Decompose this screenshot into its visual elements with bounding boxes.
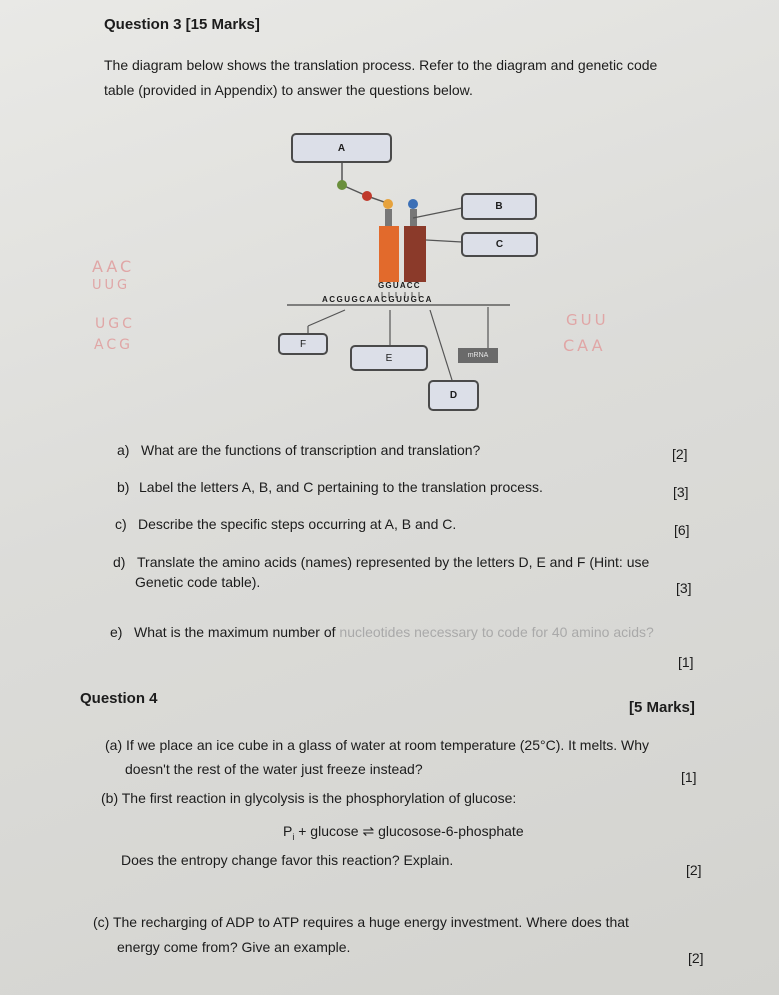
q3d-text-line2: Genetic code table). bbox=[135, 574, 261, 590]
q4b-line2: Does the entropy change favor this reaction? Explain. bbox=[121, 852, 454, 868]
translation-diagram bbox=[0, 0, 779, 430]
q3c-text: Describe the specific steps occurring at A, B and C. bbox=[138, 516, 457, 532]
question-4-marks: [5 Marks] bbox=[629, 699, 695, 716]
handwriting-left-2: UUG bbox=[92, 278, 131, 293]
handwriting-right-1: GUU bbox=[566, 311, 609, 329]
label-box-e: E bbox=[350, 345, 428, 371]
amino-acid-dot-blue bbox=[408, 199, 418, 209]
label-box-a: A bbox=[291, 133, 392, 163]
q3-intro-line1: The diagram below shows the translation process. Refer to the diagram and genetic code bbox=[104, 57, 658, 73]
label-box-f: F bbox=[278, 333, 328, 355]
q4c-line1: (c) The recharging of ADP to ATP requires a huge energy investment. Where does that bbox=[93, 914, 629, 930]
q4c-line2: energy come from? Give an example. bbox=[117, 939, 351, 955]
eq-p: P bbox=[283, 823, 293, 839]
handwriting-left-1: AAC bbox=[92, 257, 135, 276]
handwriting-left-4: ACG bbox=[94, 337, 133, 353]
trna-right bbox=[404, 226, 426, 282]
q3a-label: a) bbox=[117, 442, 130, 458]
q4c-marks: [2] bbox=[688, 950, 704, 966]
question-4-heading: Question 4 bbox=[80, 690, 158, 707]
q4a-marks: [1] bbox=[681, 769, 697, 785]
q3c-marks: [6] bbox=[674, 522, 690, 538]
handwriting-right-2: CAA bbox=[563, 336, 606, 355]
q4a-line1: (a) If we place an ice cube in a glass of water at room temperature (25°C). It melts. Why bbox=[105, 737, 650, 753]
q4a-line2: doesn't the rest of the water just freeze instead? bbox=[125, 761, 423, 777]
amino-acid-dot-orange bbox=[383, 199, 393, 209]
eq-rest: + glucose ⇌ glucosose-6-phosphate bbox=[294, 823, 524, 839]
mrna-label: mRNA bbox=[458, 348, 498, 363]
q3b-marks: [3] bbox=[673, 484, 689, 500]
q3e-text bbox=[134, 624, 654, 640]
q3e-label: e) bbox=[110, 624, 123, 640]
mrna-sequence: ACGUGCAACGUUGCA bbox=[322, 295, 433, 304]
q3a-text: What are the functions of transcription and translation? bbox=[141, 442, 481, 458]
q3a-marks: [2] bbox=[672, 446, 688, 462]
q4b-line1: (b) The first reaction in glycolysis is the phosphorylation of glucose: bbox=[101, 790, 517, 806]
q3e-marks: [1] bbox=[678, 654, 694, 670]
label-box-b: B bbox=[461, 193, 537, 220]
q3c-label: c) bbox=[115, 516, 127, 532]
amino-acid-dot-green bbox=[337, 180, 347, 190]
q3d-marks: [3] bbox=[676, 580, 692, 596]
handwriting-left-3: UGC bbox=[95, 316, 135, 332]
q3e-text-end: nucleotides necessary to code for 40 amino acids? bbox=[339, 624, 654, 640]
q3b-label: b) bbox=[117, 479, 130, 495]
q3-intro-line2: table (provided in Appendix) to answer the questions below. bbox=[104, 82, 473, 98]
q3b-text: Label the letters A, B, and C pertaining to the translation process. bbox=[139, 479, 543, 495]
q4b-equation bbox=[283, 823, 524, 842]
q4b-marks: [2] bbox=[686, 862, 702, 878]
question-3-heading: Question 3 [15 Marks] bbox=[104, 16, 260, 33]
amino-acid-dot-red bbox=[362, 191, 372, 201]
anticodon-sequence: GGUACC bbox=[378, 281, 421, 290]
q3d-label: d) bbox=[113, 554, 126, 570]
label-box-d: D bbox=[428, 380, 479, 411]
label-box-c: C bbox=[461, 232, 538, 257]
q3e-text-start: What is the maximum number of bbox=[134, 624, 336, 640]
eq-p-subscript: i bbox=[292, 831, 295, 842]
trna-left bbox=[379, 226, 399, 282]
q3d-text: Translate the amino acids (names) represented by the letters D, E and F (Hint: use bbox=[137, 554, 650, 570]
